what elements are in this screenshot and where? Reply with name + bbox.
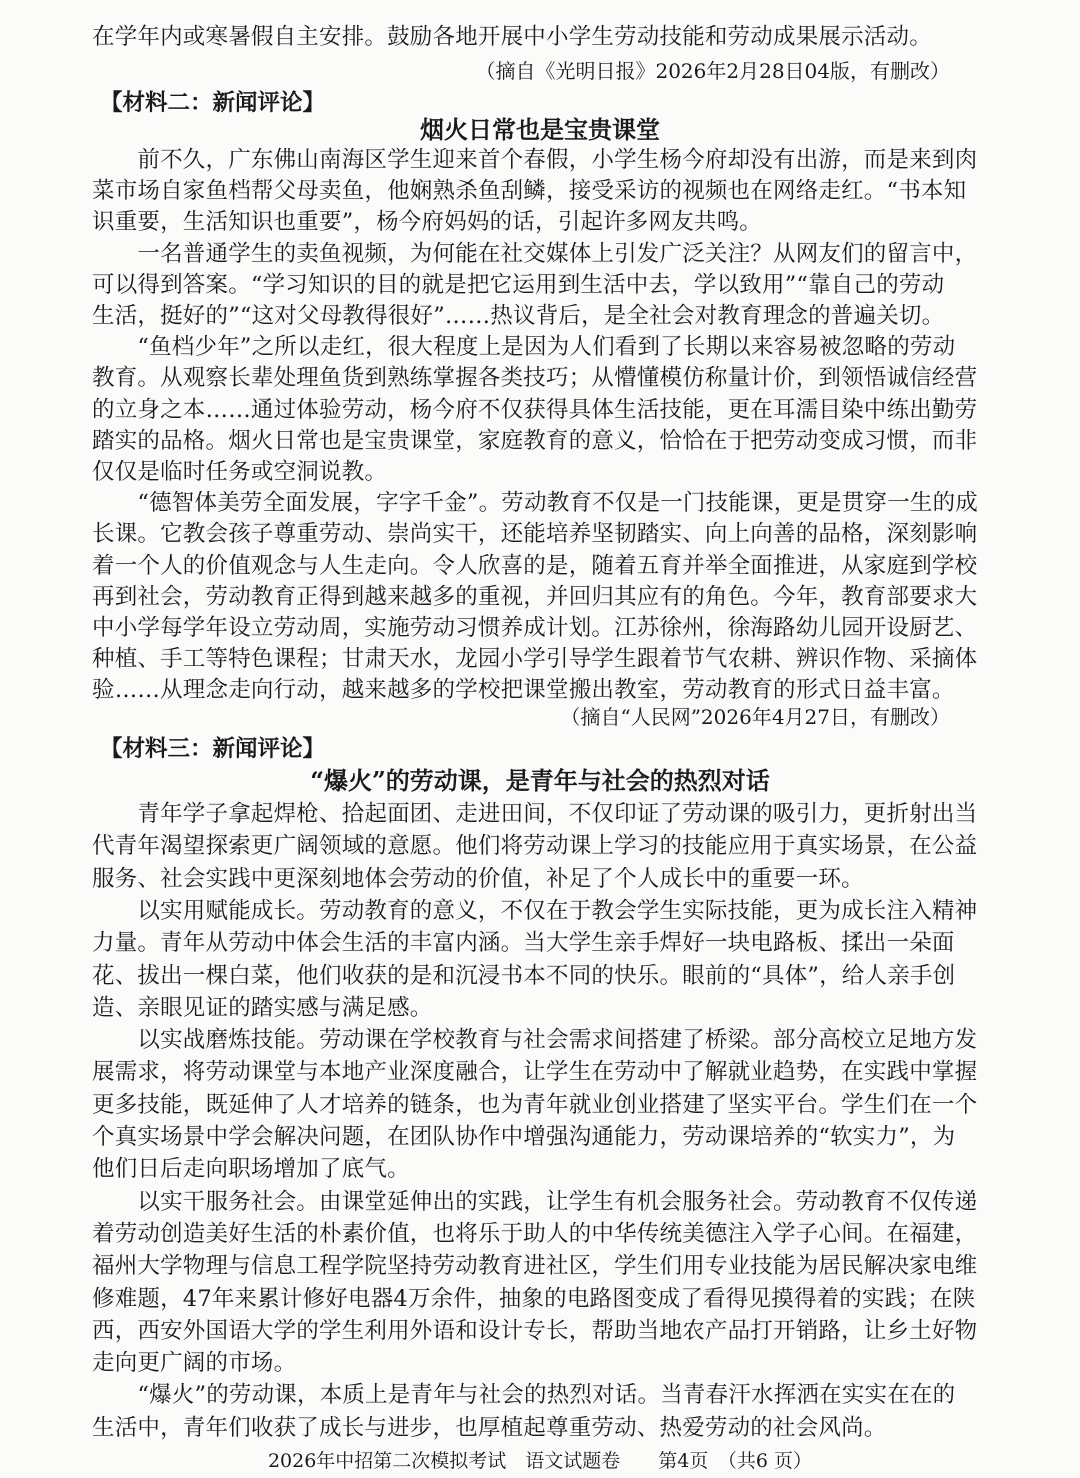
paragraph-line: 力量。青年从劳动中体会生活的丰富内涵。当大学生亲手焊好一块电路板、揉出一朵面 — [92, 930, 955, 957]
paragraph-line: 以实干服务社会。由课堂延伸出的实践，让学生有机会服务社会。劳动教育不仅传递 — [92, 1188, 978, 1215]
paragraph-line: “鱼档少年”之所以走红，很大程度上是因为人们看到了长期以来容易被忽略的劳动 — [92, 334, 956, 361]
paragraph-line: 踏实的品格。烟火日常也是宝贵课堂，家庭教育的意义，恰恰在于把劳动变成习惯，而非 — [92, 427, 978, 454]
paragraph-line: 的立身之本……通过体验劳动，杨今府不仅获得具体生活技能，更在耳濡目染中练出勤劳 — [92, 396, 978, 423]
paragraph-line: 可以得到答案。“学习知识的目的就是把它运用到生活中去，学以致用”“靠自己的劳动 — [92, 271, 945, 298]
paragraph-line: 以实用赋能成长。劳动教育的意义，不仅在于教会学生实际技能，更为成长注入精神 — [92, 897, 978, 924]
material2-source: （摘自“人民网”2026年4月27日，有删改） — [560, 705, 950, 729]
page-footer: 2026年中招第二次模拟考试 语文试题卷 第4页 （共6 页） — [267, 1450, 813, 1472]
material2-heading: 【材料二：新闻评论】 — [100, 90, 326, 116]
paragraph-line: 修难题，47年来累计修好电器4万余件，抽象的电路图变成了看得见摸得着的实践；在陕 — [92, 1285, 976, 1312]
paragraph-line: 仅仅是临时任务或空洞说教。 — [92, 459, 388, 485]
paragraph-line: 青年学子拿起焊枪、拾起面团、走进田间，不仅印证了劳动课的吸引力，更折射出当 — [92, 801, 978, 827]
paragraph-line: 识重要，生活知识也重要”，杨今府妈妈的话，引起许多网友共鸣。 — [92, 209, 763, 236]
paragraph-line: 福州大学物理与信息工程学院坚持劳动教育进社区，学生们用专业技能为居民解决家电维 — [92, 1253, 978, 1280]
paragraph-line: 造、亲眼见证的踏实感与满足感。 — [92, 994, 433, 1021]
paragraph-line: 中小学每学年设立劳动周，实施劳动习惯养成计划。江苏徐州，徐海路幼儿园开设厨艺、 — [92, 615, 978, 641]
paragraph-line: 代青年渴望探索更广阔领域的意愿。他们将劳动课上学习的技能应用于真实场景，在公益 — [92, 833, 978, 860]
paragraph-line: 花、拔出一棵白菜，他们收获的是和沉浸书本不同的快乐。眼前的“具体”，给人亲手创 — [92, 962, 956, 989]
paragraph-line: “爆火”的劳动课，本质上是青年与社会的热烈对话。当青春汗水挥洒在实实在在的 — [92, 1382, 956, 1409]
paragraph-line: 生活中，青年们收获了成长与进步，也厚植起尊重劳动、热爱劳动的社会风尚。 — [92, 1414, 887, 1441]
paragraph-line: 他们日后走向职场增加了底气。 — [92, 1156, 410, 1183]
paragraph-line: 着一个人的价值观念与人生走向。令人欣喜的是，随着五育并举全面推进，从家庭到学校 — [92, 552, 978, 579]
paragraph-line: 西，西安外国语大学的学生利用外语和设计专长，帮助当地农产品打开销路，让乡土好物 — [92, 1317, 978, 1344]
paragraph-line: 菜市场自家鱼档帮父母卖鱼，他娴熟杀鱼刮鳞，接受采访的视频也在网络走红。“书本知 — [92, 178, 967, 205]
material1-last-line: 在学年内或寒暑假自主安排。鼓励各地开展中小学生劳动技能和劳动成果展示活动。 — [92, 24, 932, 50]
paragraph-line: 种植、手工等特色课程；甘肃天水，龙园小学引导学生跟着节气农耕、辨识作物、采摘体 — [92, 646, 978, 673]
paragraph-line: 走向更广阔的市场。 — [92, 1350, 297, 1377]
paragraph-line: 长课。它教会孩子尊重劳动、崇尚实干，还能培养坚韧踏实、向上向善的品格，深刻影响 — [92, 521, 978, 548]
paragraph-line: 个真实场景中学会解决问题，在团队协作中增强沟通能力，劳动课培养的“软实力”，为 — [92, 1124, 956, 1150]
material3-title: “爆火”的劳动课，是青年与社会的热烈对话 — [310, 766, 770, 795]
material1-source: （摘自《光明日报》2026年2月28日04版，有删改） — [475, 59, 950, 83]
paragraph-line: 展需求，将劳动课堂与本地产业深度融合，让学生在劳动中了解就业趋势，在实践中掌握 — [92, 1059, 978, 1086]
paragraph-line: 再到社会，劳动教育正得到越来越多的重视，并回归其应有的角色。今年，教育部要求大 — [92, 583, 978, 610]
paragraph-line: “德智体美劳全面发展，字字千金”。劳动教育不仅是一门技能课，更是贯穿一生的成 — [92, 490, 979, 517]
material2-title: 烟火日常也是宝贵课堂 — [420, 115, 660, 144]
paragraph-line: 以实战磨炼技能。劳动课在学校教育与社会需求间搭建了桥梁。部分高校立足地方发 — [92, 1027, 978, 1054]
paragraph-line: 一名普通学生的卖鱼视频，为何能在社交媒体上引发广泛关注？从网友们的留言中， — [92, 240, 978, 267]
paragraph-line: 服务、社会实践中更深刻地体会劳动的价值，补足了个人成长中的重要一环。 — [92, 865, 864, 892]
paragraph-line: 验……从理念走向行动，越来越多的学校把课堂搬出教室，劳动教育的形式日益丰富。 — [92, 677, 955, 704]
paragraph-line: 教育。从观察长辈处理鱼货到熟练掌握各类技巧；从懵懂模仿称量计价，到领悟诚信经营 — [92, 365, 978, 392]
paragraph-line: 更多技能，既延伸了人才培养的链条，也为青年就业创业搭建了坚实平台。学生们在一个 — [92, 1091, 978, 1118]
paragraph-line: 前不久，广东佛山南海区学生迎来首个春假，小学生杨今府却没有出游，而是来到肉 — [92, 147, 978, 173]
paragraph-line: 着劳动创造美好生活的朴素价值，也将乐于助人的中华传统美德注入学子心间。在福建， — [92, 1220, 978, 1247]
paragraph-line: 生活，挺好的”“这对父母教得很好”……热议背后，是全社会对教育理念的普遍关切。 — [92, 303, 945, 329]
material3-heading: 【材料三：新闻评论】 — [100, 736, 326, 762]
